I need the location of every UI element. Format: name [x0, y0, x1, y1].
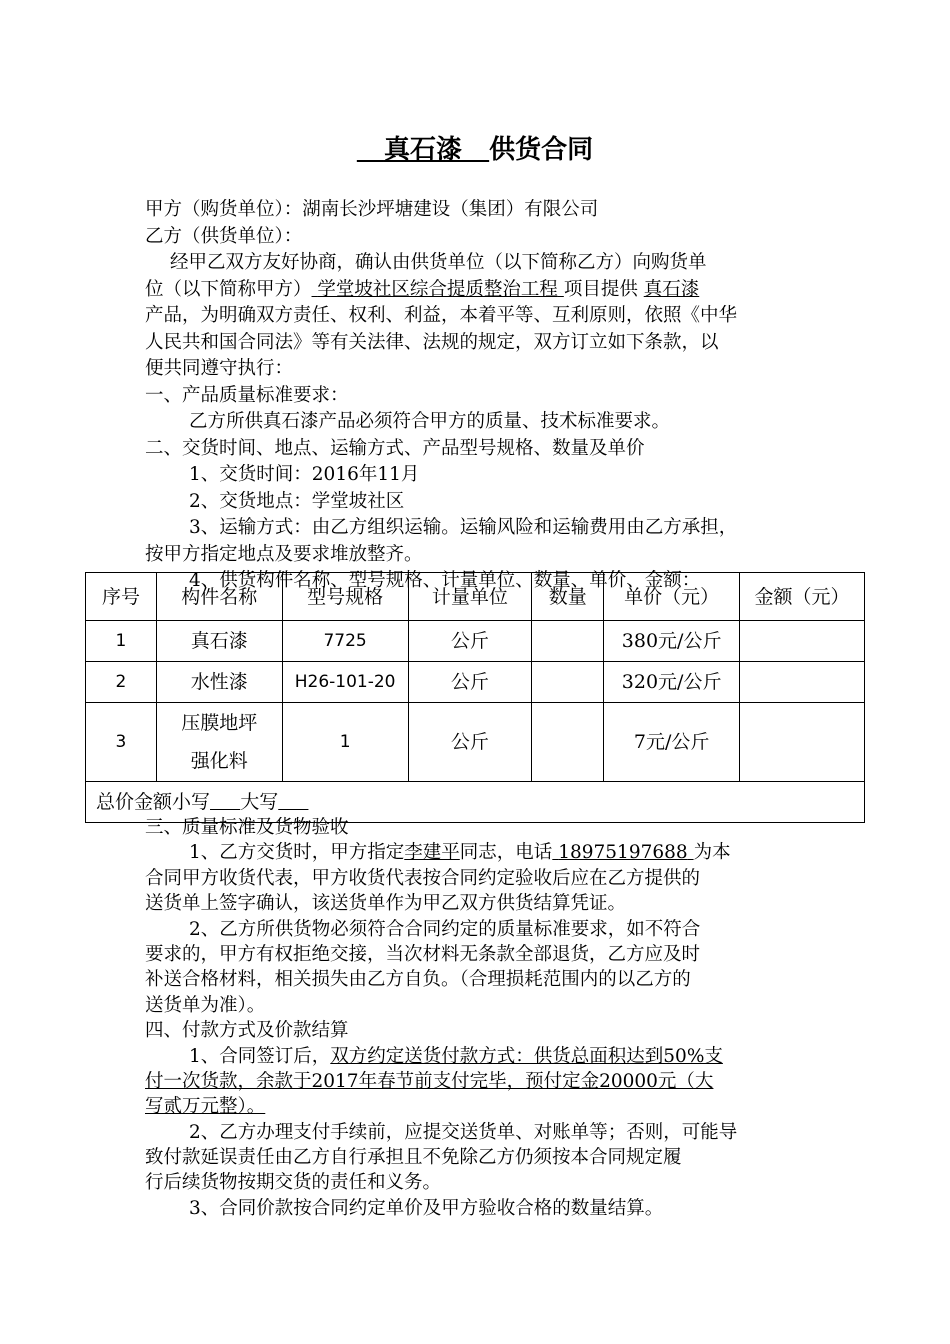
goods-table-caption: 4、供货构件名称、型号规格、计量单位、数量、单价、金额：: [189, 570, 701, 591]
section-3-item-2-cont: 补送合格材料，相关损失由乙方自负。（合理损耗范围内的以乙方的: [145, 969, 691, 991]
section-3-item-2-cont: 要求的，甲方有权拒绝交接，当次材料无条款全部退货，乙方应及时: [145, 943, 701, 965]
table-cell: [740, 703, 865, 782]
section-4-item-1-cont: [145, 1069, 810, 1094]
table-cell: 7725: [282, 621, 408, 662]
section-4-item-3: 3、合同价款按合同约定单价及甲方验收合格的数量结算。: [189, 1197, 664, 1219]
table-row: [86, 662, 865, 703]
intro-paragraph-line: 便共同遵守执行：: [145, 358, 294, 379]
section-3-item-1-cont: 送货单上签字确认，该送货单作为甲乙双方供货结算凭证。: [145, 893, 627, 915]
table-cell: [740, 662, 865, 703]
table-header-cell: 计量单位: [408, 573, 532, 621]
intro-paragraph-line: 产品，为明确双方责任、权利、利益，本着平等、互利原则，依照《中华: [145, 305, 738, 326]
section-2-heading: 二、交货时间、地点、运输方式、产品型号规格、数量及单价: [145, 437, 645, 459]
payment-terms: 写贰万元整）。: [145, 1096, 266, 1118]
party-a-line: 甲方（购货单位）：湖南长沙坪塘建设（集团）有限公司: [145, 199, 599, 220]
section-1-text: 乙方所供真石漆产品必须符合甲方的质量、技术标准要求。: [189, 411, 671, 432]
table-cell: 3: [86, 703, 157, 782]
contract-intro-section: [145, 197, 810, 595]
table-header-cell: 序号: [86, 573, 157, 621]
table-cell: 公斤: [408, 662, 532, 703]
table-cell: 7元/公斤: [604, 703, 740, 782]
page-title: [0, 132, 950, 168]
total-amount-cell: 总价金额小写 大写: [86, 782, 865, 823]
section-3-item-1: 1、乙方交货时，甲方指定李建平同志，电话 18975197688 为本: [189, 842, 731, 864]
receiver-name: 李建平: [404, 842, 460, 864]
table-cell: 1: [86, 621, 157, 662]
payment-terms: 双方约定送货付款方式：供货总面积达到50%支: [330, 1045, 723, 1067]
delivery-time: 1、交货时间：2016年11月: [189, 464, 420, 485]
party-b-line: 乙方（供货单位）：: [145, 225, 303, 247]
table-row: [86, 621, 865, 662]
table-header-cell: 数量: [532, 573, 604, 621]
title-product: 真石漆: [383, 135, 462, 165]
intro-paragraph-line: 位（以下简称甲方） 学堂坡社区综合提质整治工程 项目提供 真石漆: [145, 278, 700, 300]
section-3-heading: 三、质量标准及货物验收: [145, 817, 349, 838]
table-row: [86, 703, 865, 782]
table-cell: [532, 703, 604, 782]
section-4-item-1-cont: [145, 1094, 810, 1119]
section-4-heading: 四、付款方式及价款结算: [145, 1020, 349, 1042]
table-header-row: [86, 573, 865, 621]
section-3-item-2: 2、乙方所供货物必须符合合同约定的质量标准要求，如不符合: [189, 918, 701, 940]
section-4-item-2-cont: 致付款延误责任由乙方自行承担且不免除乙方仍须按本合同规定履: [145, 1147, 682, 1169]
table-header-cell: 构件名称: [156, 573, 282, 621]
contract-terms-section: [145, 815, 810, 1221]
table-cell: 2: [86, 662, 157, 703]
table-cell: [532, 662, 604, 703]
table-cell: 380元/公斤: [604, 621, 740, 662]
payment-terms: 付一次货款，余款于2017年春节前支付完毕，预付定金20000元（大: [145, 1070, 714, 1092]
section-4-item-2: 2、乙方办理支付手续前，应提交送货单、对账单等；否则，可能导: [189, 1121, 738, 1143]
table-header-cell: 金额（元）: [740, 573, 865, 621]
section-1-heading: 一、产品质量标准要求：: [145, 384, 349, 406]
table-header-cell: 单价（元）: [604, 573, 740, 621]
goods-table: [85, 572, 865, 823]
project-name: 学堂坡社区综合提质整治工程: [317, 278, 558, 300]
delivery-location: 2、交货地点：学堂坡社区: [189, 490, 405, 512]
title-suffix: 供货合同: [489, 135, 594, 165]
intro-paragraph-line: 经甲乙双方友好协商，确认由供货单位（以下简称乙方）向购货单: [170, 252, 707, 273]
transport-method: 3、运输方式：由乙方组织运输。运输风险和运输费用由乙方承担，: [189, 517, 738, 538]
table-cell: 320元/公斤: [604, 662, 740, 703]
transport-method-cont: 按甲方指定地点及要求堆放整齐。: [145, 543, 423, 565]
table-cell: 压膜地坪 强化料: [156, 703, 282, 782]
table-cell: 真石漆: [156, 621, 282, 662]
section-4-item-2-cont: 行后续货物按期交货的责任和义务。: [145, 1172, 442, 1194]
intro-paragraph-line: 人民共和国合同法》等有关法律、法规的规定，双方订立如下条款，以: [145, 331, 719, 353]
section-4-item-1: 1、合同签订后，双方约定送货付款方式：供货总面积达到50%支: [189, 1045, 723, 1067]
table-cell: H26-101-20: [282, 662, 408, 703]
table-header-cell: 型号规格: [282, 573, 408, 621]
table-cell: [740, 621, 865, 662]
section-3-item-1-cont: 合同甲方收货代表，甲方收货代表按合同约定验收后应在乙方提供的: [145, 867, 701, 889]
table-cell: [532, 621, 604, 662]
table-cell: 公斤: [408, 621, 532, 662]
section-3-item-2-cont: 送货单为准）。: [145, 994, 266, 1016]
receiver-phone: 18975197688: [558, 842, 688, 864]
table-cell: 水性漆: [156, 662, 282, 703]
table-cell: 公斤: [408, 703, 532, 782]
party-a-name: 湖南长沙坪塘建设（集团）有限公司: [302, 199, 599, 220]
product-name: 真石漆: [643, 278, 700, 300]
table-cell: 1: [282, 703, 408, 782]
